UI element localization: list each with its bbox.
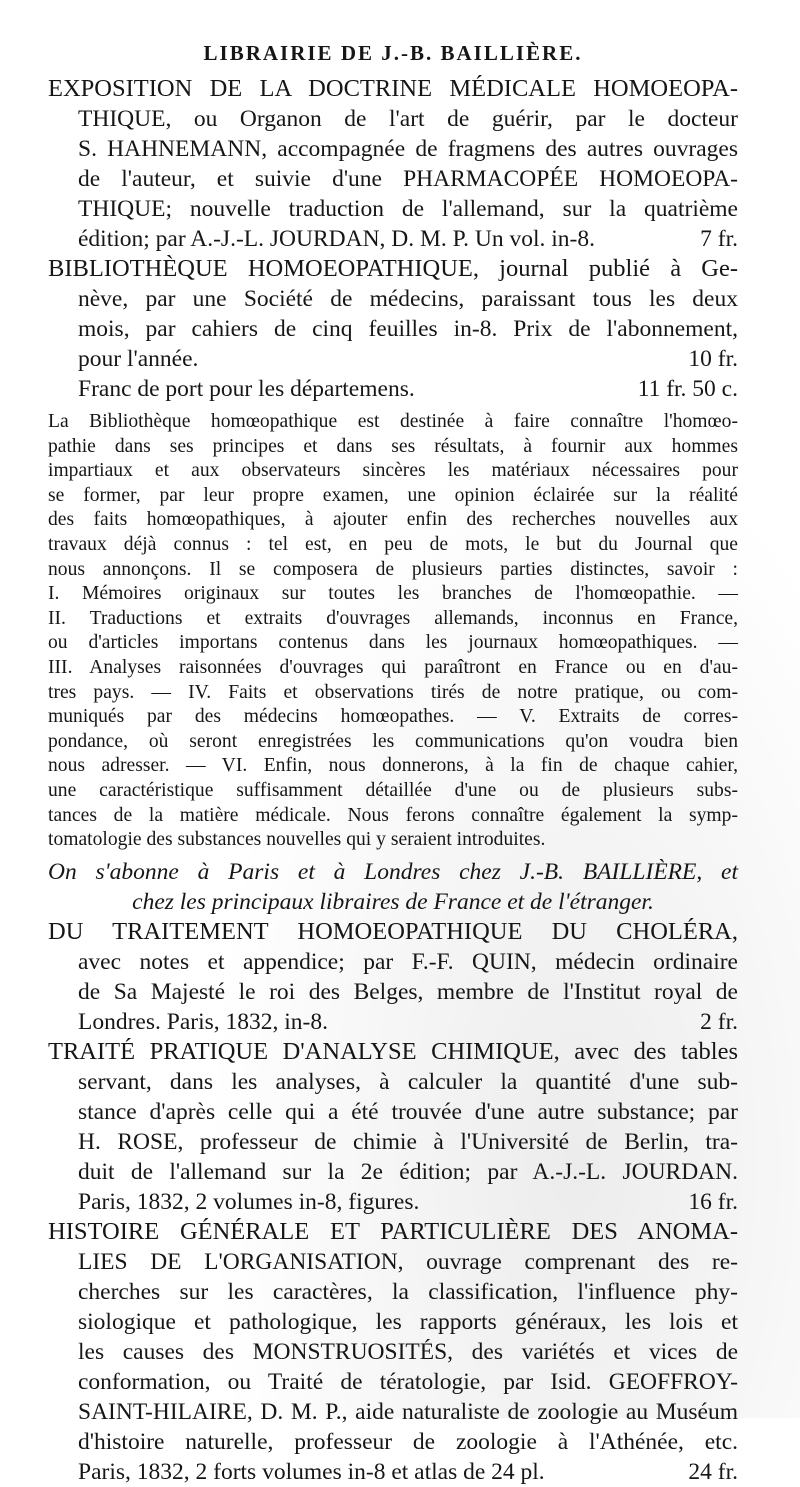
note-line: III. Analyses raisonnées d'ouvrages qui paraîtront en France ou en d'au- <box>48 656 738 678</box>
entry-imprint: Paris, 1832, 2 forts volumes in-8 et atlas de 24 pl. <box>78 1458 545 1485</box>
entry-imprint: Paris, 1832, 2 volumes in-8, figures. <box>78 1188 420 1215</box>
note-line: travaux déjà connus : tel est, en peu de mots, le but du Journal que <box>48 533 738 555</box>
entry-price-line <box>48 374 738 404</box>
note-line: muniqués par des médecins homœopathes. — V. Extraits de corres- <box>48 706 738 728</box>
subscription-term: pour l'année. <box>78 346 199 372</box>
entry-line: de Sa Majesté le roi des Belges, membre de l'Institut royal de <box>78 978 738 1005</box>
note-line: tres pays. — IV. Faits et observations tirés de notre pratique, ou com- <box>48 681 738 703</box>
entry-line: nève, par une Société de médecins, paraissant tous les deux <box>78 286 738 312</box>
entry-line: THIQUE, ou Organon de l'art de guérir, par le docteur <box>78 106 738 132</box>
entry-title-line: EXPOSITION DE LA DOCTRINE MÉDICALE HOMOEOPA- <box>48 75 738 102</box>
entry-price-line <box>48 1187 738 1217</box>
note-line: des faits homœopathiques, à ajouter enfin des recherches nouvelles aux <box>48 509 738 531</box>
entry-line: conformation, ou Traité de tératologie, par Isid. GEOFFROY- <box>78 1368 738 1395</box>
note-line: tances de la matière médicale. Nous ferons connaître également la symp- <box>48 804 738 826</box>
entry-price-line <box>48 344 738 374</box>
entry-line: avec notes et appendice; par F.-F. QUIN, médecin ordinaire <box>78 948 738 975</box>
subscription-line: chez les principaux libraires de France et de l'étranger. <box>132 888 654 915</box>
entry-line: cherches sur les caractères, la classification, l'influence phy- <box>78 1278 738 1305</box>
entry-price: 16 fr. <box>688 1188 738 1215</box>
entry-title-line: BIBLIOTHÈQUE HOMOEOPATHIQUE, journal publié à Ge- <box>48 255 738 282</box>
note-line: une caractéristique suffisamment détaillée d'une ou de plusieurs subs- <box>48 779 738 801</box>
note-line: nous adresser. — VI. Enfin, nous donnerons, à la fin de chaque cahier, <box>48 755 738 777</box>
entry-title-line: DU TRAITEMENT HOMOEOPATHIQUE DU CHOLÉRA, <box>48 917 738 945</box>
entry-line: les causes des MONSTRUOSITÉS, des variétés et vices de <box>78 1338 738 1365</box>
entry-price: 7 fr. <box>700 226 738 252</box>
entry-price: 2 fr. <box>700 1008 738 1035</box>
entry-price: 10 fr. <box>688 346 738 372</box>
note-line: tomatologie des substances nouvelles qui y seraient introduites. <box>48 829 546 851</box>
journal-description <box>48 410 738 853</box>
subscription-line: On s'abonne à Paris et à Londres chez J.-B. BAILLIÈRE, et <box>48 858 738 885</box>
entry-imprint: Londres. Paris, 1832, in-8. <box>78 1008 328 1035</box>
entry-line: servant, dans les analyses, à calculer la quantité d'une sub- <box>78 1068 738 1095</box>
entry-imprint: édition; par A.-J.-L. JOURDAN, D. M. P. Un vol. in-8. <box>78 226 595 252</box>
entry-price: 24 fr. <box>688 1458 738 1485</box>
note-line: ou d'articles importans contenus dans les journaux homœopathiques. — <box>48 632 738 654</box>
entry-anomalies <box>48 1217 738 1487</box>
entry-bibliotheque <box>48 254 738 404</box>
entry-price-line <box>48 1457 738 1487</box>
entry-line: siologique et pathologique, les rapports généraux, les lois et <box>78 1308 738 1335</box>
note-line: impartiaux et aux observateurs sincères les matériaux nécessaires pour <box>48 460 738 482</box>
entry-line: d'histoire naturelle, professeur de zoologie à l'Athénée, etc. <box>78 1428 738 1455</box>
entry-organon <box>48 74 738 254</box>
subscription-notice <box>48 857 738 917</box>
entry-line: H. ROSE, professeur de chimie à l'Université de Berlin, tra- <box>78 1128 738 1155</box>
note-line: I. Mémoires originaux sur toutes les branches de l'homœopathie. — <box>48 583 738 605</box>
entry-analyse-chimique <box>48 1037 738 1217</box>
entry-line: de l'auteur, et suivie d'une PHARMACOPÉE HOMOEOPA- <box>78 166 738 192</box>
entry-price: 11 fr. 50 c. <box>637 376 738 402</box>
entry-title-line: TRAITÉ PRATIQUE D'ANALYSE CHIMIQUE, avec des tables <box>48 1037 738 1065</box>
running-head: LIBRAIRIE DE J.-B. BAILLIÈRE. <box>203 41 583 65</box>
entry-line: duit de l'allemand sur la 2e édition; par A.-J.-L. JOURDAN. <box>78 1158 738 1185</box>
entry-line: LIES DE L'ORGANISATION, ouvrage comprenant des re- <box>78 1248 738 1275</box>
entry-line: mois, par cahiers de cinq feuilles in-8. Prix de l'abonnement, <box>78 316 738 342</box>
subscription-term: Franc de port pour les départemens. <box>78 376 415 402</box>
note-line: II. Traductions et extraits d'ouvrages allemands, inconnus en France, <box>48 607 738 629</box>
note-line: pathie dans ses principes et dans ses résultats, à fournir aux hommes <box>48 435 738 457</box>
note-line: se former, par leur propre examen, une opinion éclairée sur la réalité <box>48 484 738 506</box>
entry-line: SAINT-HILAIRE, D. M. P., aide naturaliste de zoologie au Muséum <box>78 1398 738 1425</box>
note-line: nous annonçons. Il se composera de plusieurs parties distinctes, savoir : <box>48 558 738 580</box>
entry-price-line <box>48 224 738 254</box>
entry-line: stance d'après celle qui a été trouvée d'une autre substance; par <box>78 1098 738 1125</box>
entry-price-line <box>48 1007 738 1037</box>
entry-title-line: HISTOIRE GÉNÉRALE ET PARTICULIÈRE DES ANOMA- <box>48 1217 738 1245</box>
entry-cholera <box>48 917 738 1037</box>
entry-line: THIQUE; nouvelle traduction de l'allemand, sur la quatrième <box>78 196 738 222</box>
note-line: La Bibliothèque homœopathique est destinée à faire connaître l'homœo- <box>48 411 738 432</box>
note-line: pondance, où seront enregistrées les communications qu'on voudra bien <box>48 730 738 752</box>
entry-line: S. HAHNEMANN, accompagnée de fragmens des autres ouvrages <box>78 136 738 162</box>
